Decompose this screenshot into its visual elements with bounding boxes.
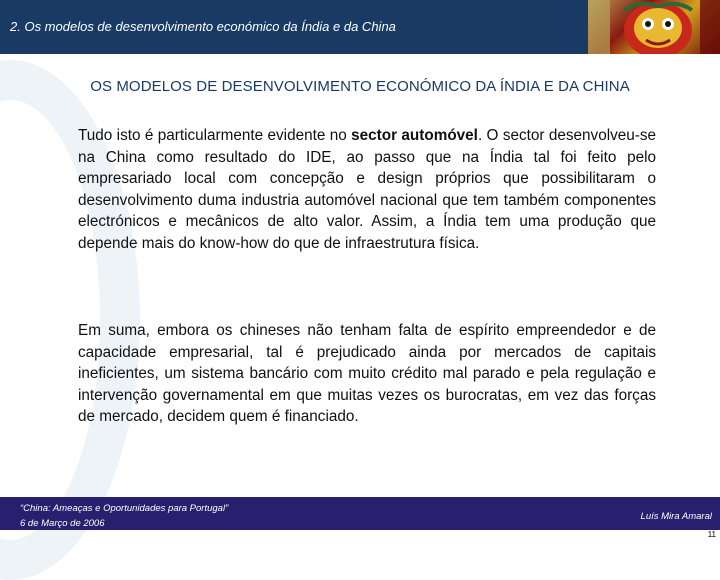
footer-date: 6 de Março de 2006 xyxy=(20,518,105,529)
page-number: 11 xyxy=(707,530,716,539)
para1-text-end: . O sector desenvolveu-se na China como resultado do IDE, ao passo que na Índia tal foi feito pelo empresariado local com concepção e design próprios que possibilitaram o desenvolvimento duma industria automóvel nacional que tem também componentes electrónicos e mecânicos de alto valor. Assim, a Índia tem uma produção que depende mais do know-how do que de infraestrutura física. xyxy=(78,127,657,252)
body-paragraph-2: Em suma, embora os chineses não tenham falta de espírito empreendedor e de capacidade empresarial, tal é prejudicado ainda por mercados de capitais ineficientes, um sistema bancário com muito crédito mal parado e pela regulação e intervenção governamental em que muitas vezes os burocratas, em vez das forças de mercado, decidem quem é financiado. xyxy=(78,322,656,425)
para1-text-start: Tudo isto é particularmente evidente no xyxy=(78,127,352,144)
body-paragraph-1 xyxy=(78,125,656,254)
footer-event-title: “China: Ameaças e Oportunidades para Portugal” xyxy=(20,503,229,514)
slide-section-title: 2. Os modelos de desenvolvimento económico da Índia e da China xyxy=(10,19,396,34)
chinese-lion-mask-image xyxy=(588,0,720,54)
footer-author: Luís Mira Amaral xyxy=(640,511,712,522)
slide-title: OS MODELOS DE DESENVOLVIMENTO ECONÓMICO DA ÍNDIA E DA CHINA xyxy=(90,78,630,95)
para1-bold-term: sector automóvel xyxy=(351,127,478,144)
